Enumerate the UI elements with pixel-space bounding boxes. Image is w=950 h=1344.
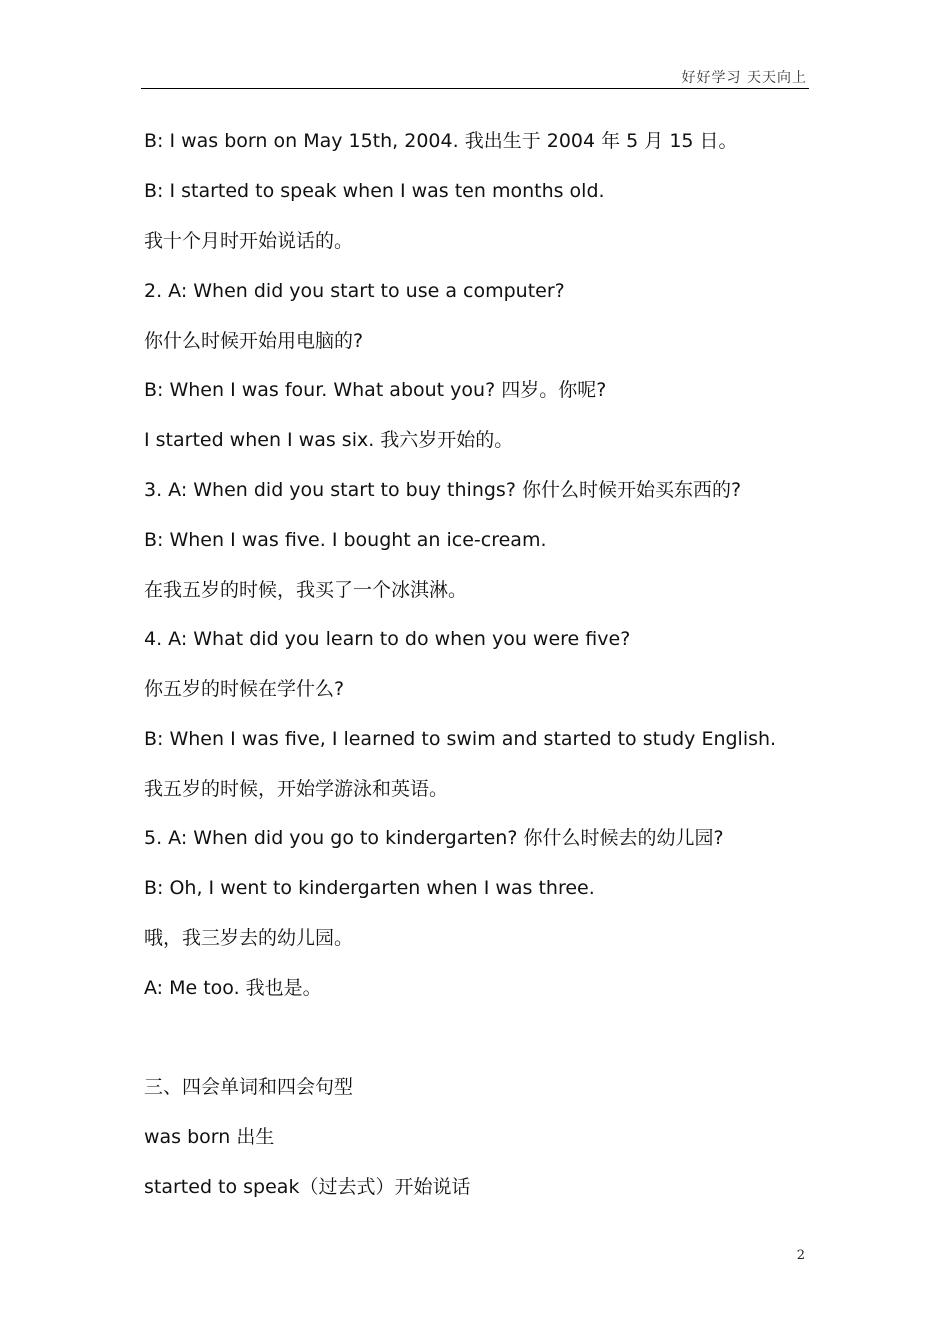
dialogue-line: 5. A: When did you go to kindergarten? 你什么时候去的幼儿园? (144, 827, 724, 849)
dialogue-line: 4. A: What did you learn to do when you were five? (144, 628, 631, 650)
vocab-item: started to speak（过去式）开始说话 (144, 1176, 471, 1198)
dialogue-line: B: When I was five, I learned to swim and started to study English. (144, 728, 777, 750)
dialogue-line: I started when I was six. 我六岁开始的。 (144, 429, 514, 451)
dialogue-line: 我十个月时开始说话的。 (144, 230, 354, 252)
dialogue-line: B: When I was five. I bought an ice-cream. (144, 529, 547, 551)
dialogue-line: 你五岁的时候在学什么? (144, 678, 345, 700)
vocab-item: was born 出生 (144, 1126, 275, 1148)
dialogue-line: 我五岁的时候，开始学游泳和英语。 (144, 778, 449, 800)
dialogue-line: 哦，我三岁去的幼儿园。 (144, 927, 354, 949)
dialogue-line: 在我五岁的时候，我买了一个冰淇淋。 (144, 579, 468, 601)
dialogue-line: 3. A: When did you start to buy things? 你什么时候开始买东西的? (144, 479, 742, 501)
dialogue-line: B: Oh, I went to kindergarten when I was three. (144, 877, 595, 899)
dialogue-line: B: When I was four. What about you? 四岁。你呢? (144, 379, 607, 401)
section-heading: 三、四会单词和四会句型 (144, 1076, 354, 1098)
header-divider (141, 88, 809, 89)
dialogue-line: 你什么时候开始用电脑的? (144, 330, 364, 352)
page-number: 2 (796, 1248, 805, 1263)
dialogue-line: B: I was born on May 15th, 2004. 我出生于 2004 年 5 月 15 日。 (144, 130, 738, 152)
page-header: 好好学习 天天向上 (681, 70, 807, 86)
dialogue-line: A: Me too. 我也是。 (144, 977, 322, 999)
dialogue-line: 2. A: When did you start to use a computer? (144, 280, 565, 302)
dialogue-line: B: I started to speak when I was ten months old. (144, 180, 605, 202)
